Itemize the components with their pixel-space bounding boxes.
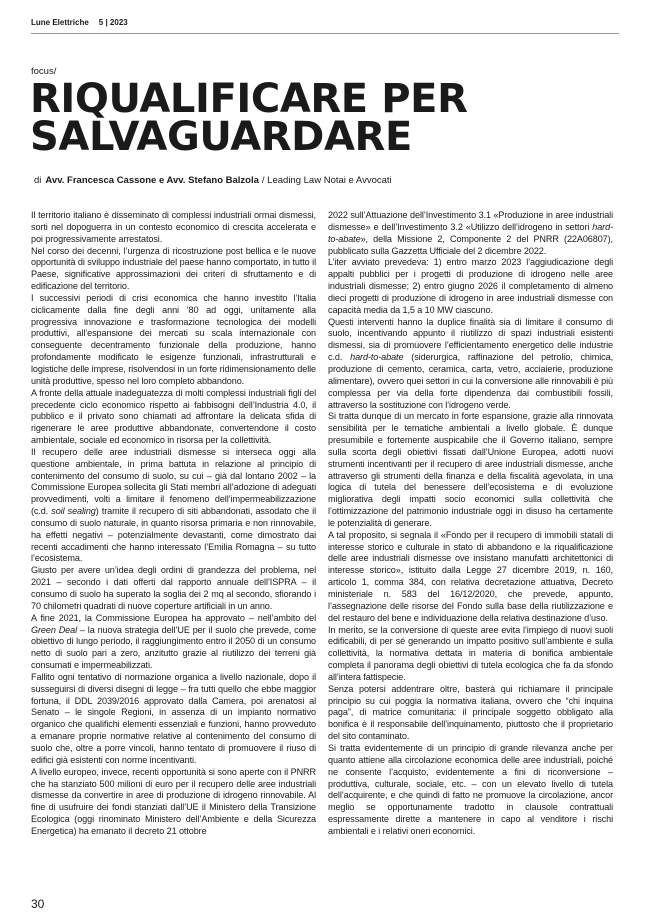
article-title-line-2: SALVAGUARDARE [30, 114, 412, 160]
body-paragraph: Il territorio italiano è disseminato di complessi industriali ormai dismessi, sorti nel dopoguerra in un contesto economico di crescita accelerata e poi progressivamente arrestatosi. [31, 210, 316, 244]
paragraph-text: A fine 2021, la Commissione Europea ha approvato – nell’ambito del [31, 612, 316, 623]
paragraph-text: », della Missione 2, Componente 2 del PNRR (22A06807), pubblicato sulla Gazzetta Ufficiale del 2 dicembre 2022. [328, 233, 613, 256]
body-paragraph: Fallito ogni tentativo di normazione organica a livello nazionale, dopo il susseguirsi di diversi disegni di legge – fra tutti quello che ebbe maggior fortuna, il DDL 2039/2016 approvato dalla Camera, poi arenatosi al Senato – le singole Regioni, in assenza di un impianto normativo organico che qualifichi elementi essenziali e funzioni, hanno provveduto a emanare proprie normative relative al contenimento del consumo di suolo che, oltre a porre vincoli, hanno tentato di promuovere il riuso di edifici già esistenti con norme incentivanti. [31, 671, 316, 765]
section-label: focus/ [31, 66, 57, 77]
body-paragraph [328, 317, 613, 412]
body-paragraph [31, 613, 316, 672]
paragraph-text: Il recupero delle aree industriali dismesse si interseca oggi alla questione ambientale, in prima battuta in relazione al principio di contenimento del consumo di suolo, su cui – già dal lontano 2002 – la Commissione Europea sollecita gli Stati membri all’adozione di adeguati provvedimenti, volti a limitare il fenomeno dell’impermeabilizzazione (c.d. [31, 446, 316, 517]
running-header [31, 18, 128, 27]
paragraph-text: Questi interventi hanno la duplice finalità sia di limitare il consumo di suolo, incentivando appunto il riutilizzo di spazi industriali esistenti dismessi, sia di promuovere l’efficientamento energetico delle industrie c.d. [328, 316, 613, 363]
body-paragraph: Nel corso dei decenni, l’urgenza di ricostruzione post bellica e le nuove opportunità di sviluppo industriale del paese hanno comportato, in tutto il Paese, significative approssimazioni dei criteri di sfruttamento e di edificazione del territorio. [31, 245, 316, 292]
body-paragraph: A tal proposito, si segnala il «Fondo per il recupero di immobili statali di interesse storico e culturale in stato di abbandono e la riqualificazione delle aree industriali dismesse ove insistano manufatti architettonici di interesse storico», istituito dalla Legge 27 dicembre 2019, n. 160, articolo 1, comma 384, con relativa decretazione attuativa, Decreto ministeriale n. 583 del 16/12/2020, che prevede, appunto, l’assegnazione delle risorse del Fondo sulla base della riutilizzazione e del restauro del bene e individuazione della relativa destinazione d’uso. [328, 529, 613, 623]
article-title-line-1: RIQUALIFICARE PER [30, 76, 468, 122]
paragraph-text: ) tramite il recupero di siti abbandonati, assodato che il consumo di suolo naturale, in quanto risorsa primaria e non rinnovabile, ha effetti negativi – potenzialmente devastanti, come dimostrato dai recenti accadimenti che hanno interessato l’Emilia Romagna – su tutto l’ecosistema. [31, 506, 316, 564]
byline [34, 175, 392, 186]
emphasis-term: hard-to-abate [350, 352, 404, 363]
body-paragraph: Senza potersi addentrare oltre, basterà qui richiamare il principale principio su cui poggia la normativa italiana, ovvero che “chi inquina paga”, di matrice comunitaria: il principale soggetto obbligato alla bonifica è il responsabile dell’inquinamento, piuttosto che il proprietario del sito contaminato. [328, 683, 613, 742]
paragraph-text: 2022 sull’Attuazione dell’Investimento 3.1 «Produzione in aree industriali dismesse» e dell’Investimento 3.2 «Utilizzo dell’idrogeno in settori [328, 210, 613, 232]
body-paragraph: Giusto per avere un’idea degli ordini di grandezza del problema, nel 2021 – secondo i dati offerti dal rapporto annuale dell’ISPRA – il consumo di suolo ha superato la soglia dei 2 mq al secondo, sfiorando i 70 chilometri quadrati di nuove coperture artificiali in un anno. [31, 565, 316, 611]
paragraph-text: – la nuova strategia dell’UE per il suolo che prevede, come obiettivo di lungo periodo, il raggiungimento entro il 2050 di un consumo netto di suolo pari a zero, anzitutto grazie al riutilizzo dei terreni già consumati e impermeabilizzati. [31, 624, 316, 671]
body-paragraph [328, 210, 613, 257]
byline-firm: / Leading Law Notai e Avvocati [261, 175, 392, 186]
paragraph-text: (siderurgica, raffinazione del petrolio, chimica, produzione di cemento, ceramica, carta, vetro, acciaierie, produzione alimentare), ovvero quei settori in cui la conversione alle rinnovabili è più complessa per via della forte dipendenza dai combustibili fossili, attraverso la sostituzione con l’idrogeno verde. [328, 352, 613, 410]
body-paragraph: I successivi periodi di crisi economica che hanno investito l’Italia ciclicamente dalla fine degli anni ’80 ad oggi, unitamente alla progressiva innovazione e trasformazione tecnologica dei modelli produttivi, all’espansione dei mercati su scala internazionale con conseguente decentramento funzionale della produzione, hanno profondamente modificato le esigenze funzionali, infrastrutturali e logistiche delle imprese, risolvendosi in un forte ridimensionamento delle unità produttive, spesso nel loro completo abbandono. [31, 292, 316, 386]
magazine-name: Lune Elettriche [31, 18, 89, 27]
emphasis-term: Green Deal [31, 624, 77, 635]
body-paragraph: In merito, se la conversione di queste aree evita l’impiego di nuovi suoli edificabili, di per sé generando un impatto positivo sull’ambiente e sulla collettività, la normativa dettata in materia di bonifica ambientale completa il panorama degli obiettivi di tutela ecologica che fa da sfondo all’intera fattispecie. [328, 624, 613, 682]
body-paragraph: Si tratta evidentemente di un principio di grande rilevanza anche per quanto attiene alla circolazione economica delle aree industriali, poiché ne consente l’acquisto, evidentemente a fini di riconversione – produttiva, culturale, sociale, etc. – con un elevato livello di tutela dell’acquirente, e che quindi di fatto ne promuove la circolazione, ancor meglio se opportunamente tradotto in clausole contrattuali espressamente dirette a mantenere in capo al venditore i rischi ambientali e i relativi oneri economici. [328, 742, 613, 836]
byline-authors: Avv. Francesca Cassone e Avv. Stefano Balzola [45, 175, 259, 186]
body-paragraph: L’iter avviato prevedeva: 1) entro marzo 2023 l’aggiudicazione degli appalti pubblici per i progetti di produzione di idrogeno nelle aree industriali dismesse; 2) entro giugno 2026 il completamento di almeno dieci progetti di produzione di idrogeno in aree industriali dismesse con capacità media da 1,5 a 10 MW ciascuno. [328, 257, 613, 315]
body-column-right [328, 210, 613, 838]
issue-number: 5 | 2023 [98, 18, 128, 27]
article-title [30, 76, 468, 160]
body-paragraph: A livello europeo, invece, recenti opportunità si sono aperte con il PNRR che ha stanziato 500 milioni di euro per il recupero delle aree industriali dismesse da convertire in aree di produzione di idrogeno rinnovabile. Al fine di usufruire dei fondi stanziati dall’UE il Ministero della Transizione Ecologica (oggi rinominato Ministero dell’Ambiente e della Sicurezza Energetica) ha emanato il decreto 21 ottobre [31, 766, 316, 836]
emphasis-term: soil sealing [51, 506, 96, 517]
body-column-left [31, 210, 316, 838]
page-number: 30 [31, 897, 45, 911]
header-divider [31, 33, 619, 34]
body-paragraph: A fronte della attuale inadeguatezza di molti complessi industriali figli del precedente ciclo economico rispetto ai fabbisogni dell’Industria 4.0, il pubblico e il privato sono chiamati ad affrontare la delicata sfida di rigenerare le aree produttive abbandonate, convertendone il costo ambientale, sociale ed economico in risorsa per la collettività. [31, 387, 316, 446]
emphasis-term: hard-to-abate [328, 221, 613, 244]
body-paragraph [31, 447, 316, 565]
body-paragraph: Si tratta dunque di un mercato in forte espansione, grazie alla rinnovata sensibilità per le tematiche ambientali a livello globale. È dunque presumibile e fortemente auspicabile che il Governo italiano, sempre sulla scorta degli obiettivi fissati dall’Unione Europea, adotti nuovi strumenti incentivanti per il recupero di aree industriali dismesse, anche attraverso gli strumenti della finanza e della fiscalità agevolata, in una logica di tutela del benessere dell’ecosistema e di evoluzione migliorativa degli impatti socio economici sulla collettività che l’ottimizzazione del patrimonio industriale oggi in disuso ha certamente le potenzialità di generare. [328, 411, 613, 528]
byline-prefix: di [34, 175, 42, 186]
